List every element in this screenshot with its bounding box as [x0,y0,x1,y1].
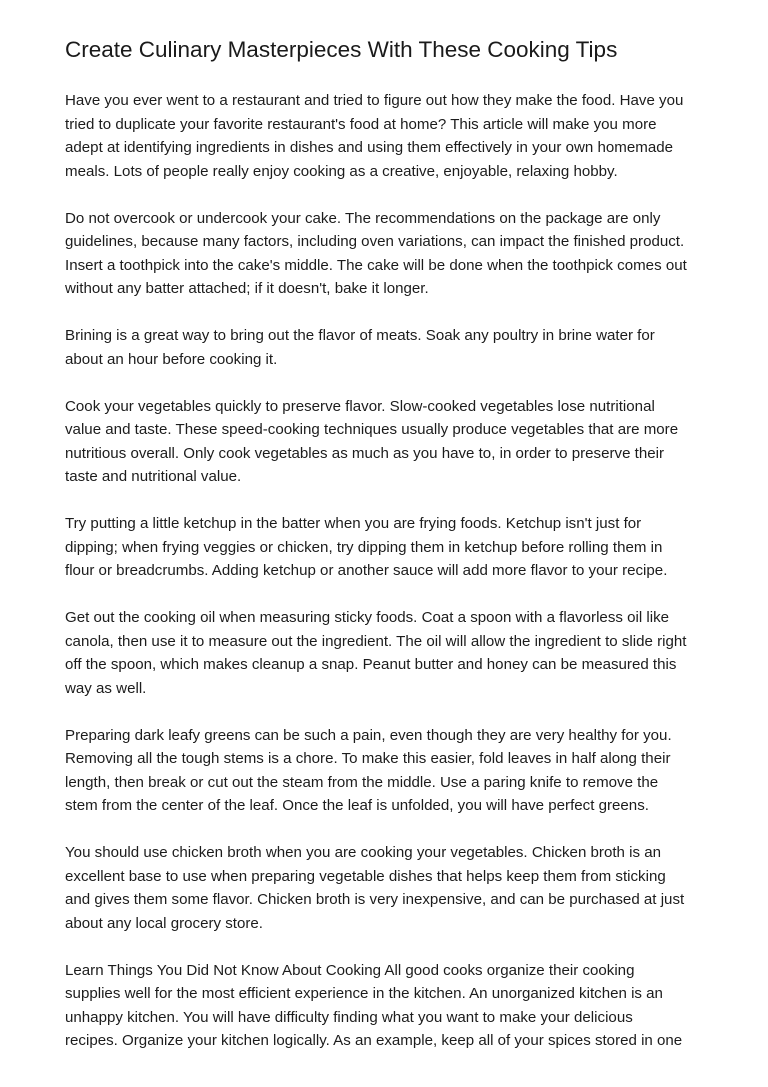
paragraph-line: about an hour before cooking it. [65,350,278,368]
paragraph-line: taste and nutritional value. [65,468,242,485]
paragraph-line: way as well. [65,679,147,697]
paragraph-line: tried to duplicate your favorite restaurant's food at home? This article will make you more [65,115,657,133]
paragraph-line: Get out the cooking oil when measuring sticky foods. Coat a spoon with a flavorless oil like [65,609,670,626]
paragraph-line: Cook your vegetables quickly to preserve flavor. Slow-cooked vegetables lose nutritional [65,397,655,415]
paragraph-line: Brining is a great way to bring out the flavor of meats. Soak any poultry in brine water for [65,327,655,344]
document-title: Create Culinary Masterpieces With These Cooking Tips [65,37,618,62]
paragraph-line: excellent base to use when preparing vegetable dishes that helps keep them from sticking [65,867,666,885]
paragraph-organize-kitchen [65,959,715,1053]
paragraph-line: Learn Things You Did Not Know About Cooking All good cooks organize their cooking [65,961,635,979]
paragraph-line: about any local grocery store. [65,914,264,932]
paragraph-line: Try putting a little ketchup in the batter when you are frying foods. Ketchup isn't just for [65,515,642,532]
paragraph-line: dipping; when frying veggies or chicken, try dipping them in ketchup before rolling them in [65,538,663,556]
paragraph-cake [65,207,715,301]
paragraph-line: Have you ever went to a restaurant and tried to figure out how they make the food. Have you [65,92,684,109]
paragraph-line: Removing all the tough stems is a chore. To make this easier, fold leaves in half along their [65,750,671,767]
paragraph-line: guidelines, because many factors, including oven variations, can impact the finished product. [65,233,685,250]
paragraph-line: Preparing dark leafy greens can be such a pain, even though they are very healthy for you. [65,726,672,744]
paragraph-line: without any batter attached; if it doesn't, bake it longer. [65,280,429,297]
paragraph-line: off the spoon, which makes cleanup a snap. Peanut butter and honey can be measured this [65,656,677,673]
paragraph-cooking-oil [65,606,715,700]
paragraph-line: meals. Lots of people really enjoy cooking as a creative, enjoyable, relaxing hobby. [65,162,618,180]
paragraph-line: adept at identifying ingredients in dishes and using them effectively in your own homemade [65,139,674,156]
paragraph-ketchup [65,512,715,583]
paragraph-line: canola, then use it to measure out the ingredient. The oil will allow the ingredient to slide right [65,632,687,650]
paragraph-line: nutritious overall. Only cook vegetables as much as you have to, in order to preserve their [65,444,665,462]
paragraph-vegetables [65,395,715,489]
paragraph-line: flour or breadcrumbs. Adding ketchup or another sauce will add more flavor to your recipe. [65,562,668,579]
paragraph-line: and gives them some flavor. Chicken broth is very inexpensive, and can be purchased at just [65,891,685,908]
paragraph-line: length, then break or cut out the steam from the middle. Use a paring knife to remove the [65,773,659,791]
paragraph-line: recipes. Organize your kitchen logically. As an example, keep all of your spices stored in one [65,1032,683,1049]
paragraph-restaurant-intro [65,89,715,183]
paragraph-line: unhappy kitchen. You will have difficulty finding what you want to make your delicious [65,1008,633,1026]
paragraph-line: value and taste. These speed-cooking techniques usually produce vegetables that are more [65,421,679,438]
paragraph-line: Insert a toothpick into the cake's middle. The cake will be done when the toothpick comes out [65,256,687,274]
paragraph-leafy-greens [65,724,715,818]
paragraph-line: stem from the center of the leaf. Once the leaf is unfolded, you will have perfect greens. [65,797,649,814]
paragraph-line: supplies well for the most efficient experience in the kitchen. An unorganized kitchen is an [65,985,663,1002]
document-body [65,89,715,1076]
paragraph-chicken-broth [65,841,715,935]
paragraph-line: Do not overcook or undercook your cake. The recommendations on the package are only [65,209,661,227]
paragraph-line: You should use chicken broth when you are cooking your vegetables. Chicken broth is an [65,844,662,861]
paragraph-brining [65,324,715,371]
